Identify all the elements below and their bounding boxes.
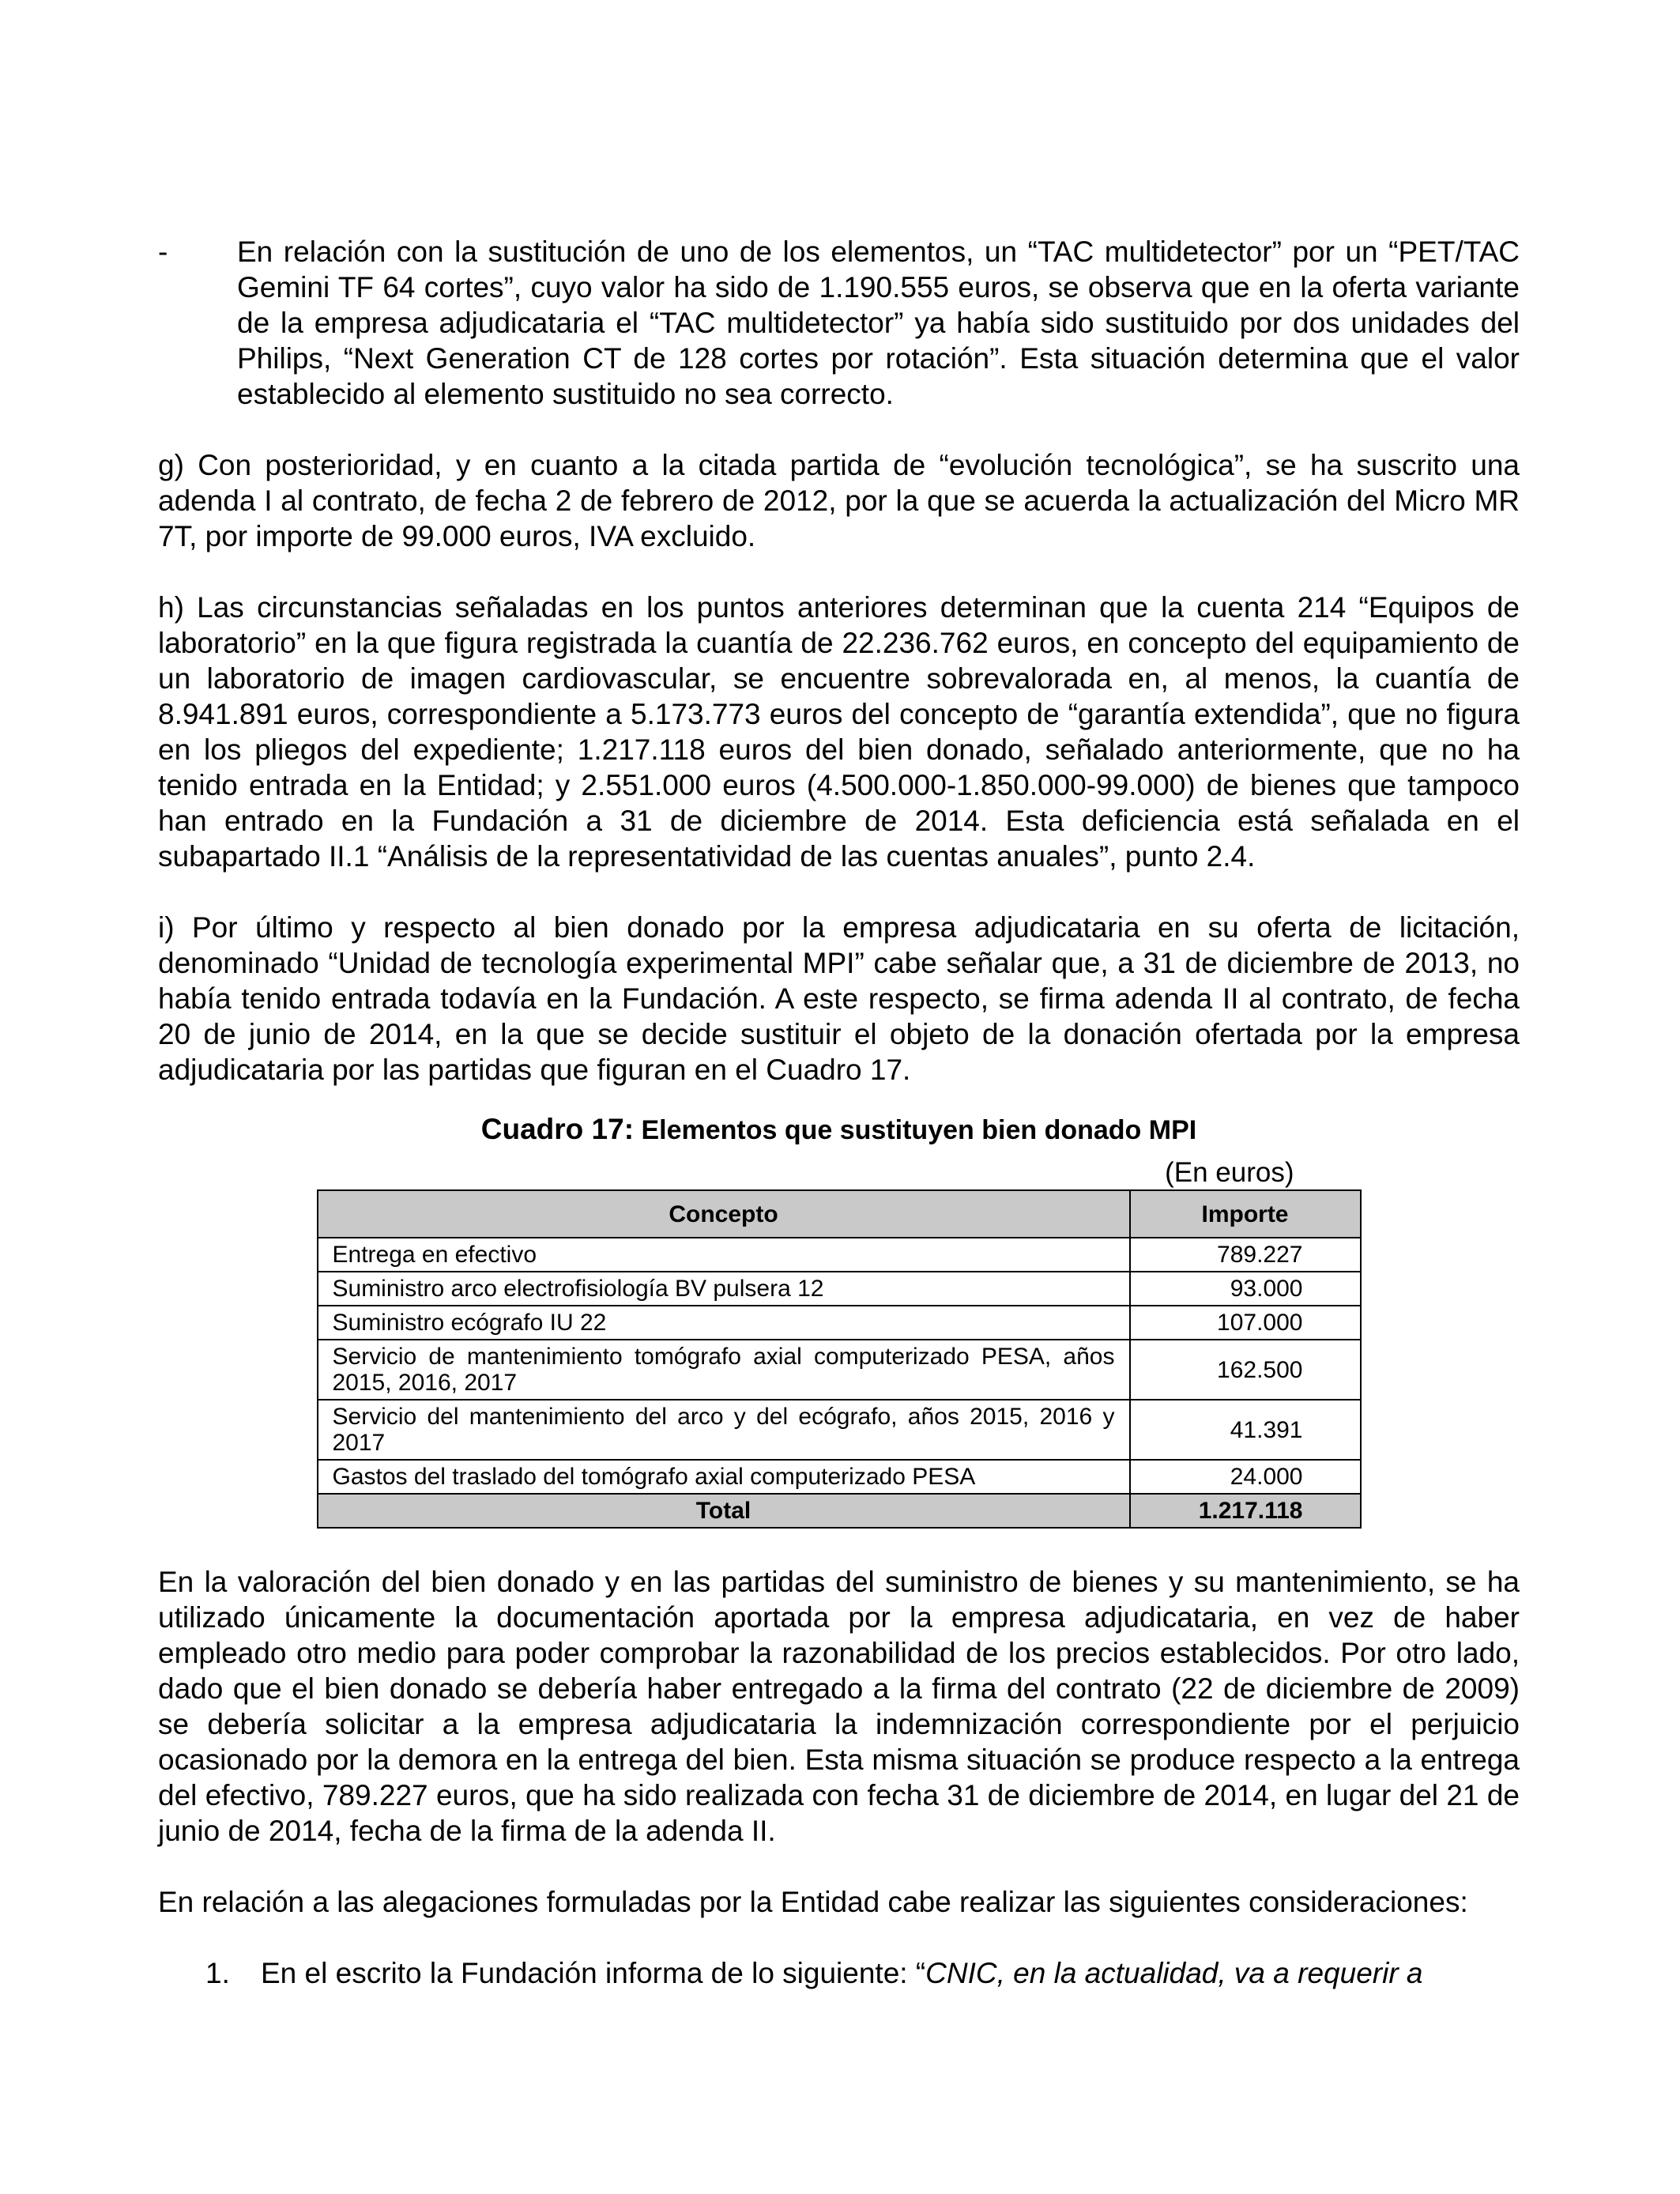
row-concept: Suministro arco electrofisiología BV pulsera 12 — [318, 1272, 1130, 1306]
row-amount: 789.227 — [1130, 1238, 1361, 1272]
item-quote: CNIC, en la actualidad, va a requerir a — [925, 1957, 1423, 1989]
numbered-item-1 — [158, 1955, 1520, 1991]
table-units: (En euros) — [1165, 1157, 1294, 1188]
paragraph-h: h) Las circunstancias señaladas en los puntos anteriores determinan que la cuenta 214 “Equipos de laboratorio” en la que figura registrada la cuantía de 22.236.762 euros, en concepto del equipamiento de un laboratorio de imagen cardiovascular, se encuentre sobrevalorada en, al menos, la cuantía de 8.941.891 euros, correspondiente a 5.173.773 euros del concepto de “garantía extendida”, que no figura en los pliegos del expediente; 1.217.118 euros del bien donado, señalado anteriormente, que no ha tenido entrada en la Entidad; y 2.551.000 euros (4.500.000-1.850.000-99.000) de bienes que tampoco han entrado en la Fundación a 31 de diciembre de 2014. Esta deficiencia está señalada en el subapartado II.1 “Análisis de la representatividad de las cuentas anuales”, punto 2.4. — [158, 591, 1520, 873]
header-concepto: Concepto — [318, 1190, 1130, 1238]
table-row — [318, 1238, 1361, 1272]
table-row — [318, 1400, 1361, 1460]
table-header-row — [318, 1190, 1361, 1238]
paragraph-g: g) Con posterioridad, y en cuanto a la citada partida de “evolución tecnológica”, se ha suscrito una adenda I al contrato, de fecha 2 de febrero de 2012, por la que se acuerda la actualización del Micro MR 7T, por importe de 99.000 euros, IVA excluido. — [158, 449, 1520, 552]
table-title-number: Cuadro 17: — [480, 1113, 635, 1145]
total-label: Total — [318, 1494, 1130, 1528]
header-importe: Importe — [1130, 1190, 1361, 1238]
row-concept: Servicio de mantenimiento tomógrafo axial computerizado PESA, años 2015, 2016, 2017 — [318, 1340, 1130, 1400]
row-amount: 162.500 — [1130, 1340, 1361, 1400]
row-concept: Gastos del traslado del tomógrafo axial computerizado PESA — [318, 1460, 1130, 1494]
table-row — [318, 1340, 1361, 1400]
bullet-text: En relación con la sustitución de uno de los elementos, un “TAC multidetector” por un “PET/TAC Gemini TF 64 cortes”, cuyo valor ha sido de 1.190.555 euros, se observa que en la oferta variante de la empresa adjudicataria el “TAC multidetector” ya había sido sustituido por dos unidades del Philips, “Next Generation CT de 128 cortes por rotación”. Esta situación determina que el valor establecido al elemento sustituido no sea correcto. — [237, 236, 1520, 410]
row-amount: 107.000 — [1130, 1306, 1361, 1340]
table-row — [318, 1306, 1361, 1340]
table-row — [318, 1460, 1361, 1494]
table-total-row — [318, 1494, 1361, 1528]
item-text: En el escrito la Fundación informa de lo siguiente: “ — [261, 1957, 926, 1989]
document-page — [158, 234, 1520, 1991]
table-row — [318, 1272, 1361, 1306]
row-amount: 41.391 — [1130, 1400, 1361, 1460]
paragraph-i: i) Por último y respecto al bien donado por la empresa adjudicataria en su oferta de licitación, denominado “Unidad de tecnología experimental MPI” cabe señalar que, a 31 de diciembre de 2013, no había tenido entrada todavía en la Fundación. A este respecto, se firma adenda II al contrato, de fecha 20 de junio de 2014, en la que se decide sustituir el objeto de la donación ofertada por la empresa adjudicataria por las partidas que figuran en el Cuadro 17. — [158, 911, 1520, 1086]
table-title-text: Elementos que sustituyen bien donado MPI — [634, 1115, 1197, 1145]
row-concept: Entrega en efectivo — [318, 1238, 1130, 1272]
paragraph-alegaciones: En relación a las alegaciones formuladas por la Entidad cabe realizar las siguientes consideraciones: — [158, 1886, 1468, 1918]
row-amount: 93.000 — [1130, 1272, 1361, 1306]
item-number: 1. — [205, 1957, 230, 1989]
bullet-mark: - — [158, 236, 168, 268]
table-title — [158, 1111, 1520, 1148]
row-amount: 24.000 — [1130, 1460, 1361, 1494]
paragraph-valoracion: En la valoración del bien donado y en las partidas del suministro de bienes y su mantenimiento, se ha utilizado únicamente la documentación aportada por la empresa adjudicataria, en vez de haber empleado otro medio para poder comprobar la razonabilidad de los precios establecidos. Por otro lado, dado que el bien donado se debería haber entregado a la firma del contrato (22 de diciembre de 2009) se debería solicitar a la empresa adjudicataria la indemnización correspondiente por el perjuicio ocasionado por la demora en la entrega del bien. Esta misma situación se produce respecto a la entrega del efectivo, 789.227 euros, que ha sido realizada con fecha 31 de diciembre de 2014, en lugar del 21 de junio de 2014, fecha de la firma de la adenda II. — [158, 1566, 1520, 1847]
cuadro-17-table — [317, 1189, 1362, 1529]
total-amount: 1.217.118 — [1130, 1494, 1361, 1528]
row-concept: Servicio del mantenimiento del arco y del ecógrafo, años 2015, 2016 y 2017 — [318, 1400, 1130, 1460]
row-concept: Suministro ecógrafo IU 22 — [318, 1306, 1130, 1340]
bullet-paragraph — [158, 234, 1520, 412]
